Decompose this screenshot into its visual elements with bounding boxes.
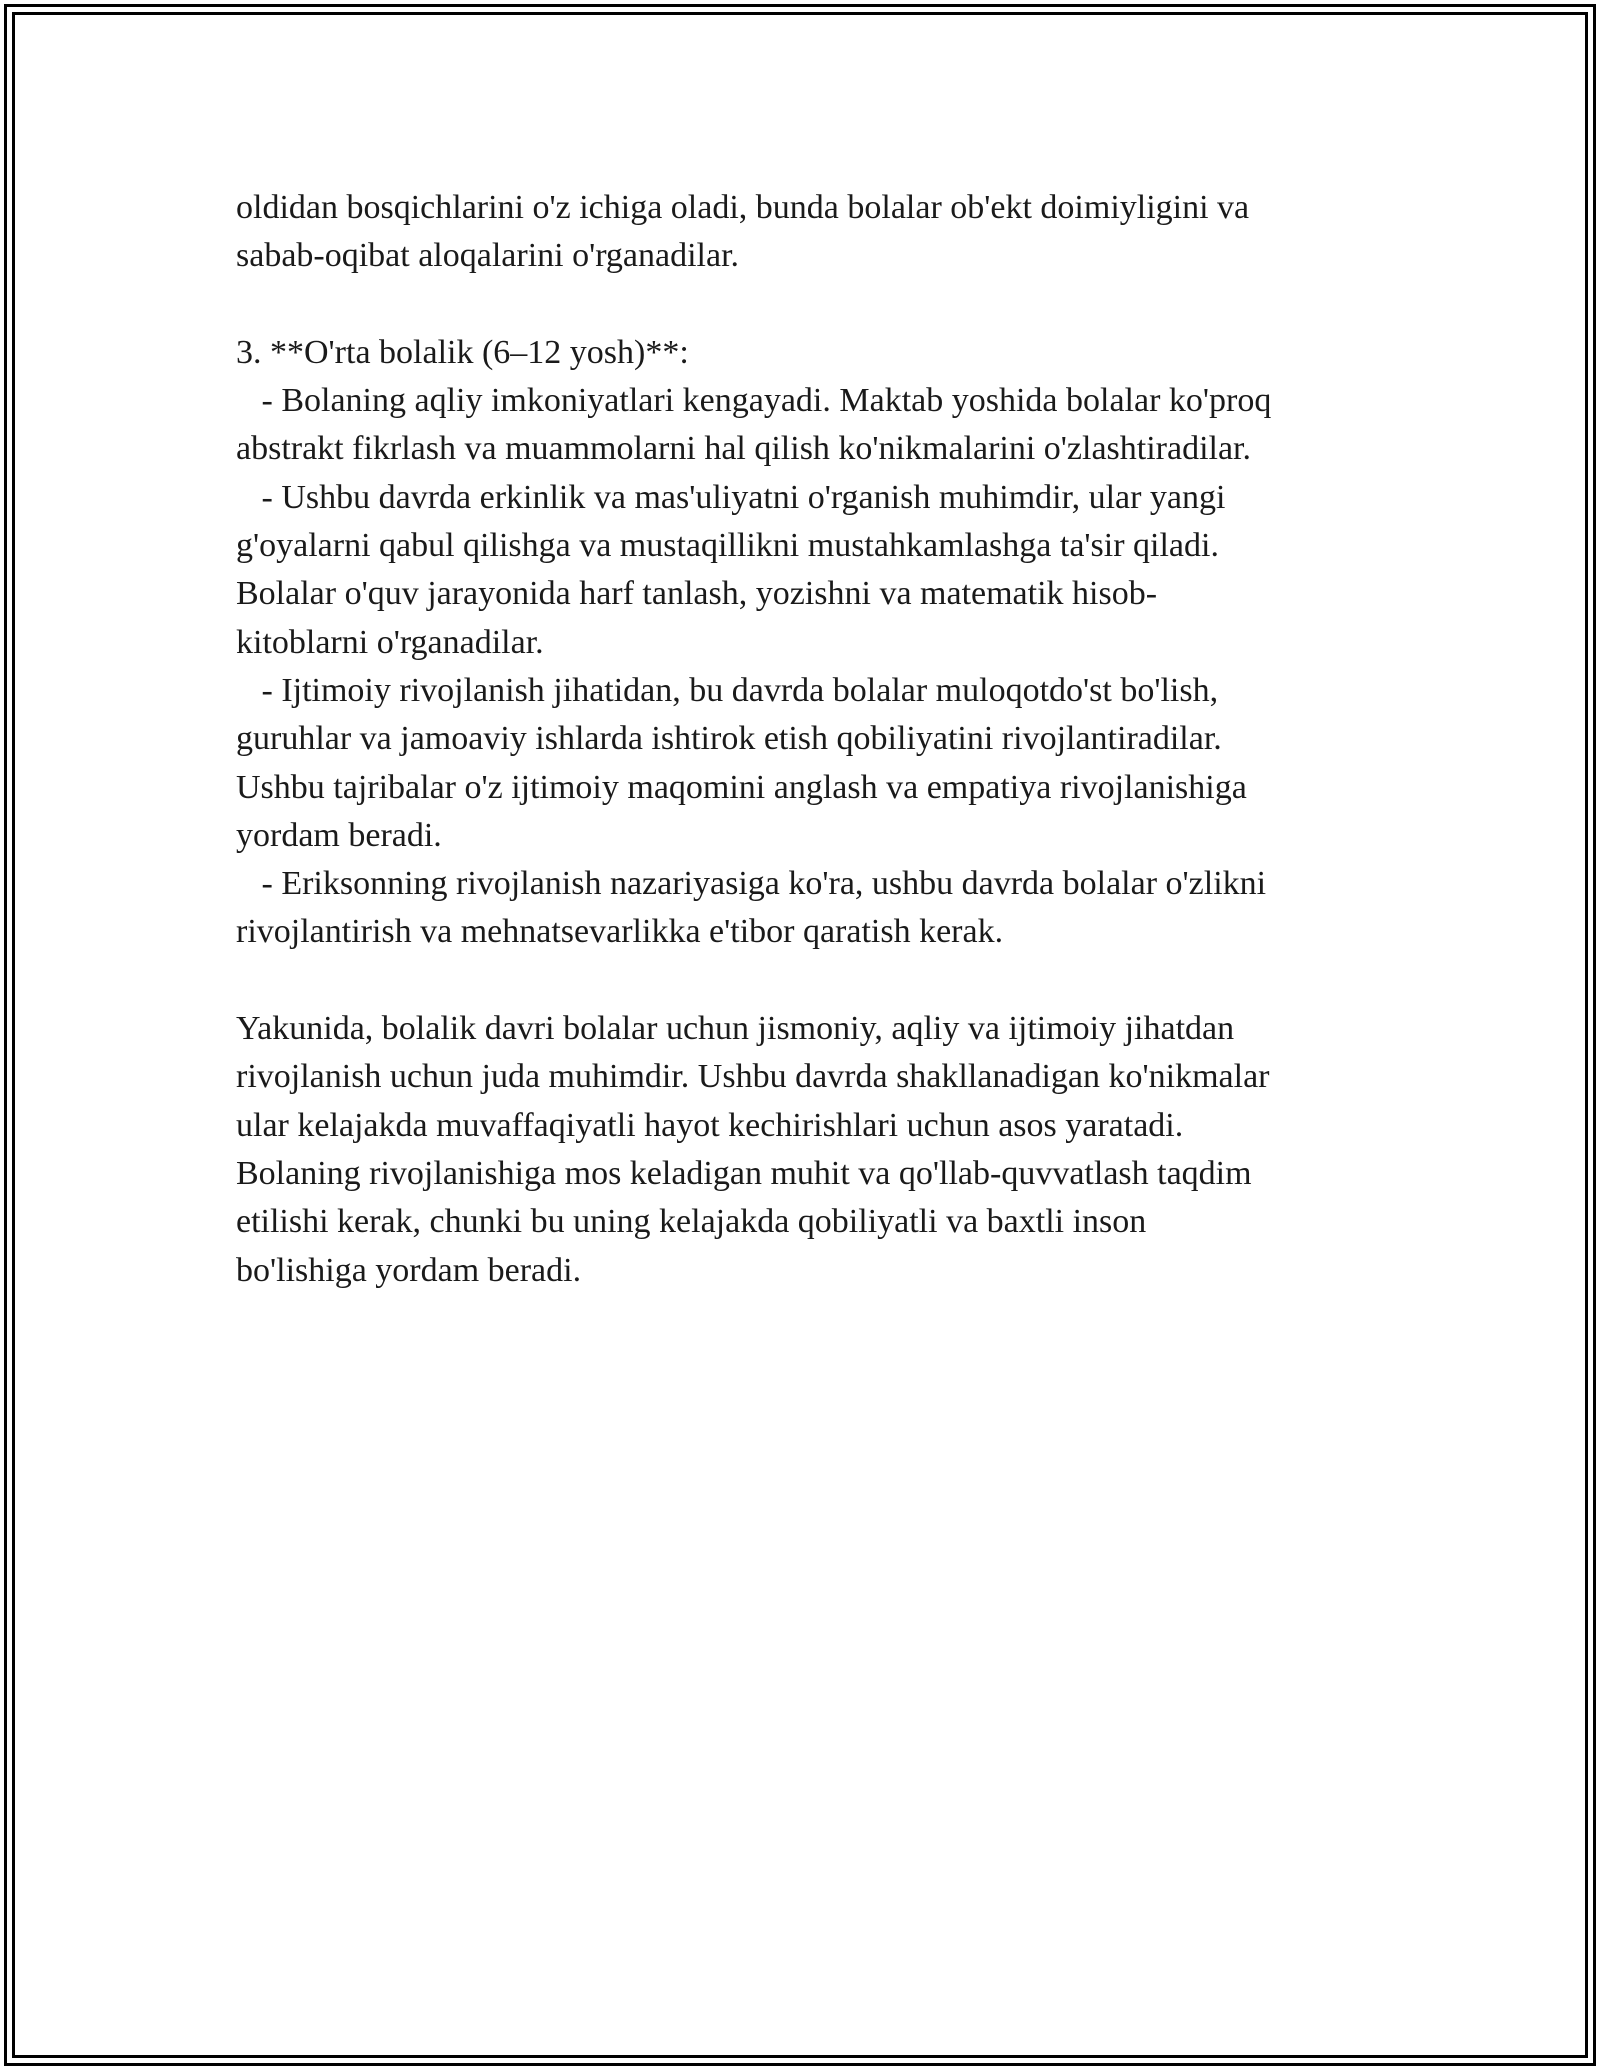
text-line: - Ushbu davrda erkinlik va mas'uliyatni o'rganish muhimdir, ular yangi [236,478,1226,516]
text-line: abstrakt fikrlash va muammolarni hal qilish ko'nikmalarini o'zlashtiradilar. [236,430,1252,468]
blank-line [236,957,1376,1005]
text-line: Yakunida, bolalik davri bolalar uchun jismoniy, aqliy va ijtimoiy jihatdan [236,1010,1235,1048]
section-heading: 3. **O'rta bolalik (6–12 yosh)**: [236,333,689,371]
text-line: Bolalar o'quv jarayonida harf tanlash, yozishni va matematik hisob- [236,575,1158,613]
text-line: rivojlanish uchun juda muhimdir. Ushbu davrda shakllanadigan ko'nikmalar [236,1058,1270,1096]
text-line: guruhlar va jamoaviy ishlarda ishtirok etish qobiliyatini rivojlantiradilar. [236,720,1222,758]
text-line: oldidan bosqichlarini o'z ichiga oladi, bunda bolalar ob'ekt doimiyligini va [236,189,1250,226]
text-line: Bolaning rivojlanishiga mos keladigan muhit va qo'llab-quvvatlash taqdim [236,1154,1252,1192]
text-line: sabab-oqibat aloqalarini o'rganadilar. [236,237,740,275]
blank-line [236,281,1376,329]
text-line: bo'lishiga yordam beradi. [236,1251,582,1289]
text-line: kitoblarni o'rganadilar. [236,623,544,661]
text-line: rivojlantirish va mehnatsevarlikka e'tibor qaratish kerak. [236,913,1004,951]
document-body [236,184,1376,1295]
text-line: - Bolaning aqliy imkoniyatlari kengayadi. Maktab yoshida bolalar ko'proq [236,382,1272,420]
text-line: - Eriksonning rivojlanish nazariyasiga ko'ra, ushbu davrda bolalar o'zlikni [236,865,1267,903]
text-line: - Ijtimoiy rivojlanish jihatidan, bu davrda bolalar muloqotdo'st bo'lish, [236,671,1219,709]
text-line: g'oyalarni qabul qilishga va mustaqillikni mustahkamlashga ta'sir qiladi. [236,527,1219,565]
text-line: yordam beradi. [236,816,442,854]
text-line: Ushbu tajribalar o'z ijtimoiy maqomini anglash va empatiya rivojlanishiga [236,768,1247,806]
text-line: etilishi kerak, chunki bu uning kelajakda qobiliyatli va baxtli inson [236,1203,1147,1241]
text-line: ular kelajakda muvaffaqiyatli hayot kechirishlari uchun asos yaratadi. [236,1106,1184,1144]
